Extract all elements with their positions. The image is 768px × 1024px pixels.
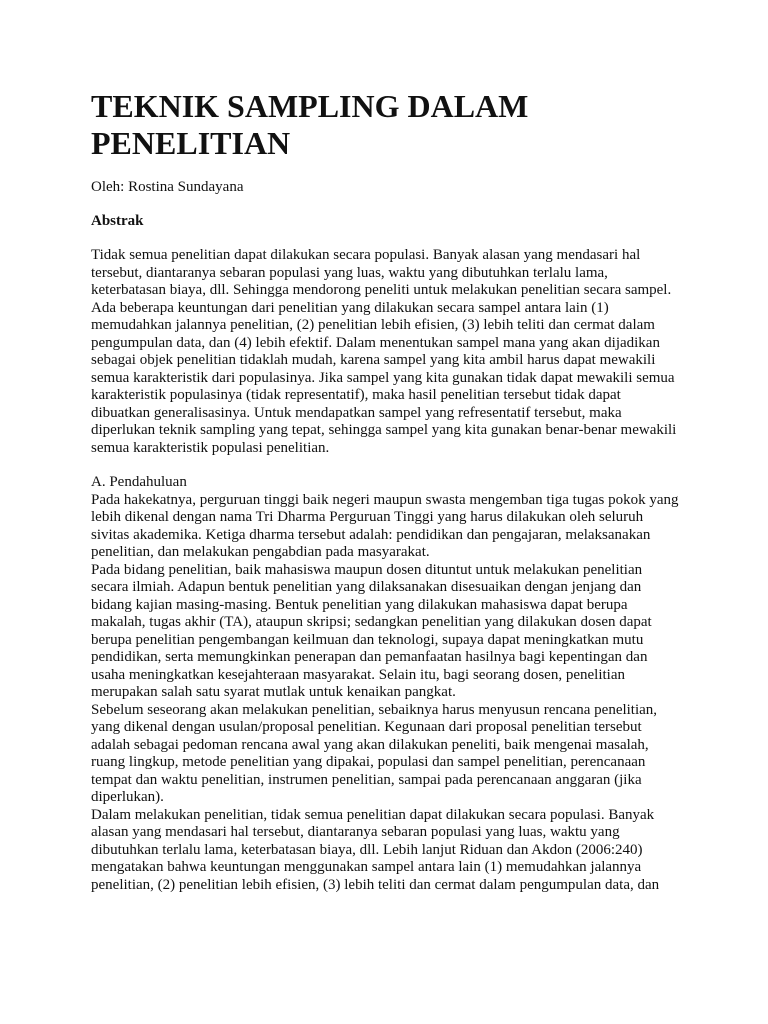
body-paragraph: Pada bidang penelitian, baik mahasiswa maupun dosen dituntut untuk melakukan penelitian secara ilmiah. Adapun bentuk penelitian yang dilaksanakan disesuaikan dengan jenjang dan bidang kajian masing-masing. Bentuk penelitian yang dilakukan mahasiswa dapat berupa makalah, tugas akhir (TA), ataupun skripsi; sedangkan penelitian yang dilakukan dosen dapat berupa penelitian pengembangan keilmuan dan teknologi, supaya dapat meningkatkan mutu pendidikan, serta memungkinkan penerapan dan pemanfaatan hasilnya bagi kepentingan dan usaha meningkatkan kesejahteraan masyarakat. Selain itu, bagi seorang dosen, penelitian merupakan salah satu syarat mutlak untuk kenaikan pangkat. [91, 561, 652, 700]
body-paragraph: Dalam melakukan penelitian, tidak semua penelitian dapat dilakukan secara populasi. Banyak alasan yang mendasari hal tersebut, diantaranya sebaran populasi yang luas, waktu yang dibutuhkan terlalu lama, keterbatasan biaya, dll. Lebih lanjut Riduan dan Akdon (2006:240) mengatakan bahwa keuntungan menggunakan sampel antara lain (1) memudahkan jalannya penelitian, (2) penelitian lebih efisien, (3) lebih teliti dan cermat dalam pengumpulan data, dan [91, 806, 660, 893]
body-paragraph: Sebelum seseorang akan melakukan penelitian, sebaiknya harus menyusun rencana penelitian, yang dikenal dengan usulan/proposal penelitian. Kegunaan dari proposal penelitian tersebut adalah sebagai pedoman rencana awal yang akan dilakukan peneliti, baik mengenai masalah, ruang lingkup, metode penelitian yang dipakai, populasi dan sampel penelitian, perencanaan tempat dan waktu penelitian, instrumen penelitian, sampai pada perencanaan anggaran (jika diperlukan). [91, 701, 658, 805]
document-page [91, 88, 679, 894]
abstract-heading: Abstrak [91, 212, 144, 229]
section-heading-pendahuluan: A. Pendahuluan [91, 474, 187, 490]
abstract-paragraph: Tidak semua penelitian dapat dilakukan secara populasi. Banyak alasan yang mendasari hal tersebut, diantaranya sebaran populasi yang luas, waktu yang dibutuhkan terlalu lama, keterbatasan biaya, dll. Sehingga mendorong peneliti untuk melakukan penelitian secara sampel. Ada beberapa keuntungan dari penelitian yang dilakukan secara sampel antara lain (1) memudahkan jalannya penelitian, (2) penelitian lebih efisien, (3) lebih teliti dan cermat dalam pengumpulan data, dan (4) lebih efektif. Dalam menentukan sampel mana yang akan dijadikan sebagai objek penelitian tidaklah mudah, karena sampel yang kita ambil harus dapat mewakili semua karakteristik dari populasinya. Jika sampel yang kita gunakan tidak dapat mewakili semua karakteristik populasinya (tidak representatif), maka hasil penelitian tersebut tidak dapat dibuatkan generalisasinya. Untuk mendapatkan sampel yang refresentatif tersebut, maka diperlukan teknik sampling yang tepat, sehingga sampel yang kita gunakan benar-benar mewakili semua karakteristik populasi penelitian. [91, 247, 677, 456]
document-title: TEKNIK SAMPLING DALAM PENELITIAN [91, 88, 529, 161]
body-paragraph: Pada hakekatnya, perguruan tinggi baik negeri maupun swasta mengemban tiga tugas pokok yang lebih dikenal dengan nama Tri Dharma Perguruan Tinggi yang harus dilakukan oleh seluruh sivitas akademika. Ketiga dharma tersebut adalah: pendidikan dan pengajaran, melaksanakan penelitian, dan melakukan pengabdian pada masyarakat. [91, 491, 679, 560]
author-line: Oleh: Rostina Sundayana [91, 179, 244, 195]
